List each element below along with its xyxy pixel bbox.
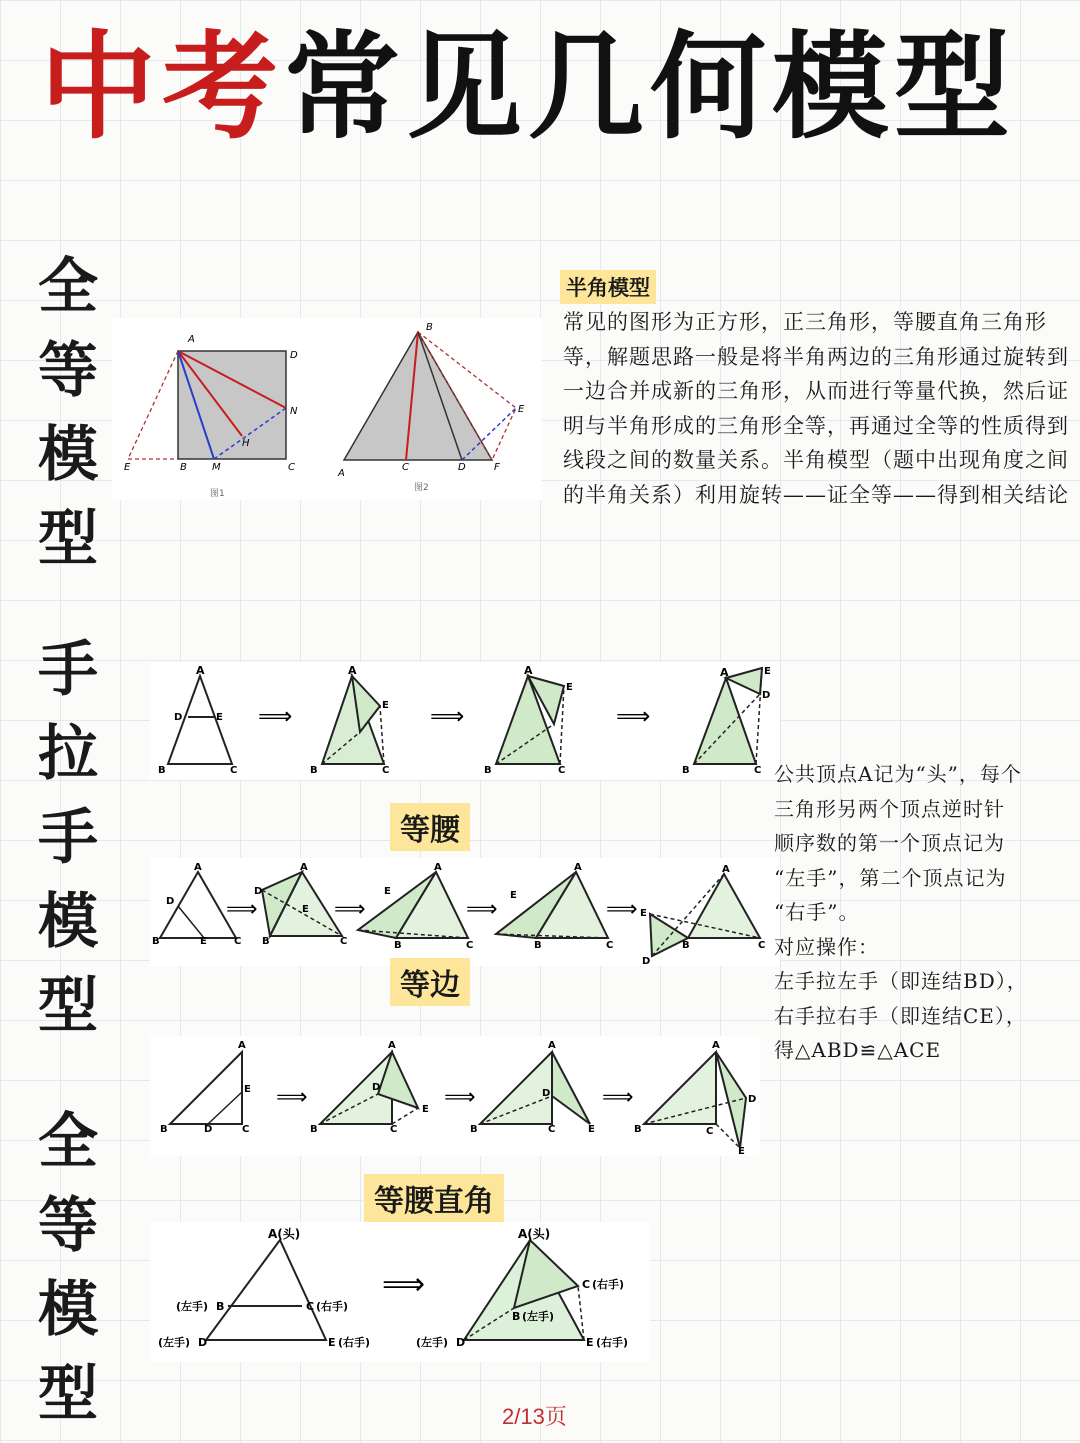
- tag-equilateral: 等边: [390, 958, 470, 1006]
- hh2-a-head: A(头): [518, 1227, 551, 1241]
- fig1-label-d: D: [290, 350, 298, 361]
- iso4-d: D: [762, 690, 771, 701]
- eq1-e: E: [200, 936, 207, 947]
- desc-line: 对应操作：: [774, 934, 879, 959]
- arrow-1: ⟹: [258, 702, 293, 730]
- eq3-b: B: [394, 940, 402, 951]
- hh2-left-b: (左手): [522, 1310, 555, 1323]
- desc-line: 三角形另两个顶点逆时针: [774, 796, 1005, 821]
- arrow-5: ⟹: [334, 897, 366, 922]
- title-red: 中考: [40, 20, 284, 155]
- eq5-c: C: [758, 940, 766, 951]
- hh2-d: D: [456, 1336, 466, 1349]
- hh2-b: B: [512, 1310, 521, 1323]
- eq3-c: C: [466, 940, 474, 951]
- hh2-right-c: (右手): [592, 1278, 625, 1291]
- fig1-label-m: M: [212, 462, 221, 473]
- fig1-caption: 图1: [210, 489, 225, 499]
- vchar: 拉: [38, 719, 98, 789]
- page-title: [40, 18, 1016, 158]
- iso1-a: A: [196, 664, 205, 677]
- iso4-e: E: [764, 666, 771, 677]
- eq2-b: B: [262, 936, 270, 947]
- arrow-10: ⟹: [602, 1085, 634, 1110]
- ir1-d: D: [204, 1124, 213, 1135]
- vertical-title-congruent-2: [28, 1100, 108, 1436]
- fig2-label-f: F: [494, 462, 500, 473]
- iso3-c: C: [558, 765, 566, 776]
- arrow-11: ⟹: [382, 1267, 426, 1302]
- ir4-d: D: [748, 1094, 757, 1105]
- iso1-b: B: [158, 765, 166, 776]
- ir2-a: A: [388, 1040, 396, 1051]
- half-angle-figures: [112, 318, 542, 500]
- equilateral-diagram: [150, 858, 780, 966]
- desc-line: 得△ABD≌△ACE: [774, 1038, 942, 1062]
- hh1-d: D: [198, 1336, 208, 1349]
- iso3-a: A: [524, 664, 533, 677]
- desc-line: “右手”。: [774, 900, 860, 924]
- ir1-b: B: [160, 1124, 168, 1135]
- head-hands-diagram: [150, 1222, 650, 1362]
- isosceles-row: [150, 662, 780, 780]
- vchar: 等: [38, 1191, 98, 1261]
- ir3-a: A: [548, 1040, 556, 1051]
- fig2-label-e: E: [518, 404, 525, 415]
- ir3-d: D: [542, 1088, 551, 1099]
- hand-in-hand-description: [774, 757, 1074, 1068]
- isosceles-diagram: [150, 662, 780, 780]
- ir1-a: A: [238, 1040, 246, 1051]
- vchar: 全: [38, 1107, 98, 1177]
- eq4-e: E: [510, 890, 517, 901]
- ir3-b: B: [470, 1124, 478, 1135]
- eq1-c: C: [234, 936, 242, 947]
- head-hands-diagram-panel: [150, 1222, 650, 1362]
- desc-line: 右手拉右手（即连结CE），: [774, 1003, 1027, 1028]
- hh2-right-e: (右手): [596, 1336, 629, 1349]
- arrow-9: ⟹: [444, 1085, 476, 1110]
- fig1-label-c: C: [288, 462, 295, 473]
- iso4-b: B: [682, 765, 690, 776]
- fig2-label-c: C: [402, 462, 409, 473]
- eq4-a: A: [574, 862, 582, 873]
- iso2-a: A: [348, 664, 357, 677]
- half-angle-paragraph: 常见的图形为正方形，正三角形，等腰直角三角形等，解题思路一般是将半角两边的三角形通过旋转到一边合并成新的三角形，从而进行等量代换，然后证明与半角形成的三角形全等，再通过全等的性质得到线段之间的数量关系。半角模型（题中出现角度之间的半角关系）利用旋转——证全等——得到相关结论: [563, 310, 1069, 507]
- page-number: 2/13页: [502, 1404, 567, 1429]
- tag-isosceles: 等腰: [390, 803, 470, 851]
- fig1-label-a: A: [188, 334, 195, 345]
- hh1-right-e: (右手): [338, 1336, 371, 1349]
- iso3-e: E: [566, 682, 573, 693]
- iso4-a: A: [720, 666, 729, 679]
- iso3-b: B: [484, 765, 492, 776]
- fig1-label-h: H: [242, 438, 250, 449]
- ir4-e: E: [738, 1146, 745, 1156]
- hh1-left-b: (左手): [176, 1300, 209, 1313]
- eq5-d: D: [642, 956, 651, 966]
- ir4-b: B: [634, 1124, 642, 1135]
- half-angle-diagram: [112, 318, 542, 500]
- eq2-c: C: [340, 936, 348, 947]
- desc-line: 公共顶点A记为“头”，每个: [774, 762, 1022, 786]
- vchar: 模: [38, 420, 98, 490]
- arrow-8: ⟹: [276, 1085, 308, 1110]
- half-angle-heading-wrap: [560, 270, 656, 304]
- hh1-left-d: (左手): [158, 1336, 191, 1349]
- iso1-c: C: [230, 765, 238, 776]
- ir1-e: E: [244, 1084, 251, 1095]
- eq5-a: A: [722, 864, 730, 875]
- hh1-b: B: [216, 1300, 225, 1313]
- iso2-c: C: [382, 765, 390, 776]
- eq3-e: E: [384, 886, 391, 897]
- vchar: 手: [38, 803, 98, 873]
- hh2-left-d: (左手): [416, 1336, 449, 1349]
- iso4-c: C: [754, 765, 762, 776]
- hh1-e: E: [328, 1336, 336, 1349]
- desc-line: “左手”，第二个顶点记为: [774, 865, 1007, 890]
- isosceles-right-row: [150, 1036, 760, 1156]
- iso2-e: E: [382, 700, 389, 711]
- fig2-caption: 图2: [414, 483, 429, 493]
- fig1-label-b: B: [180, 462, 187, 473]
- hh1-c: C: [306, 1300, 315, 1313]
- eq1-a: A: [194, 862, 202, 873]
- fig2-label-a: A: [338, 468, 345, 479]
- isosceles-right-diagram: [150, 1036, 760, 1156]
- eq3-a: A: [434, 862, 442, 873]
- eq2-e: E: [302, 904, 309, 915]
- vchar: 型: [38, 1359, 98, 1429]
- ir2-e: E: [422, 1104, 429, 1115]
- title-black: 常见几何模型: [284, 20, 1016, 155]
- hh2-e: E: [586, 1336, 594, 1349]
- ir3-e: E: [588, 1124, 595, 1135]
- ir2-d: D: [372, 1082, 381, 1093]
- eq2-a: A: [300, 862, 308, 873]
- vchar: 全: [38, 252, 98, 322]
- iso2-b: B: [310, 765, 318, 776]
- equilateral-row: [150, 858, 780, 966]
- fig1-label-n: N: [290, 406, 298, 417]
- hh1-a-head: A(头): [268, 1227, 301, 1241]
- fig2-label-d: D: [458, 462, 466, 473]
- desc-line: 顺序数的第一个顶点记为: [774, 831, 1005, 855]
- vchar: 型: [38, 504, 98, 574]
- ir4-a: A: [712, 1040, 720, 1051]
- arrow-7: ⟹: [606, 897, 638, 922]
- eq5-e: E: [640, 908, 647, 919]
- ir1-c: C: [242, 1124, 250, 1135]
- vchar: 手: [38, 635, 98, 705]
- desc-line: 左手拉左手（即连结BD），: [774, 969, 1028, 993]
- tag-isosceles-right: 等腰直角: [364, 1174, 504, 1222]
- hh1-right-c: (右手): [316, 1300, 349, 1313]
- arrow-4: ⟹: [226, 897, 258, 922]
- vchar: 模: [38, 1275, 98, 1345]
- ir3-c: C: [548, 1124, 556, 1135]
- eq5-b: B: [682, 940, 690, 951]
- eq2-d: D: [254, 886, 263, 897]
- fig2-label-b: B: [426, 322, 433, 333]
- ir2-c: C: [390, 1124, 398, 1135]
- eq4-b: B: [534, 940, 542, 951]
- eq1-d: D: [166, 896, 175, 907]
- arrow-3: ⟹: [616, 702, 651, 730]
- iso1-d: D: [174, 712, 183, 723]
- vertical-title-congruent-1: [28, 245, 108, 581]
- half-angle-heading: 半角模型: [560, 270, 656, 304]
- ir2-b: B: [310, 1124, 318, 1135]
- vchar: 型: [38, 971, 98, 1041]
- vchar: 模: [38, 887, 98, 957]
- iso1-e: E: [216, 712, 223, 723]
- eq1-b: B: [152, 936, 160, 947]
- vchar: 等: [38, 336, 98, 406]
- fig1-label-e: E: [124, 462, 131, 473]
- ir4-c: C: [706, 1126, 714, 1137]
- hh2-c: C: [582, 1278, 591, 1291]
- eq4-c: C: [606, 940, 614, 951]
- arrow-2: ⟹: [430, 702, 465, 730]
- arrow-6: ⟹: [466, 897, 498, 922]
- vertical-title-hand-in-hand: [28, 628, 108, 1048]
